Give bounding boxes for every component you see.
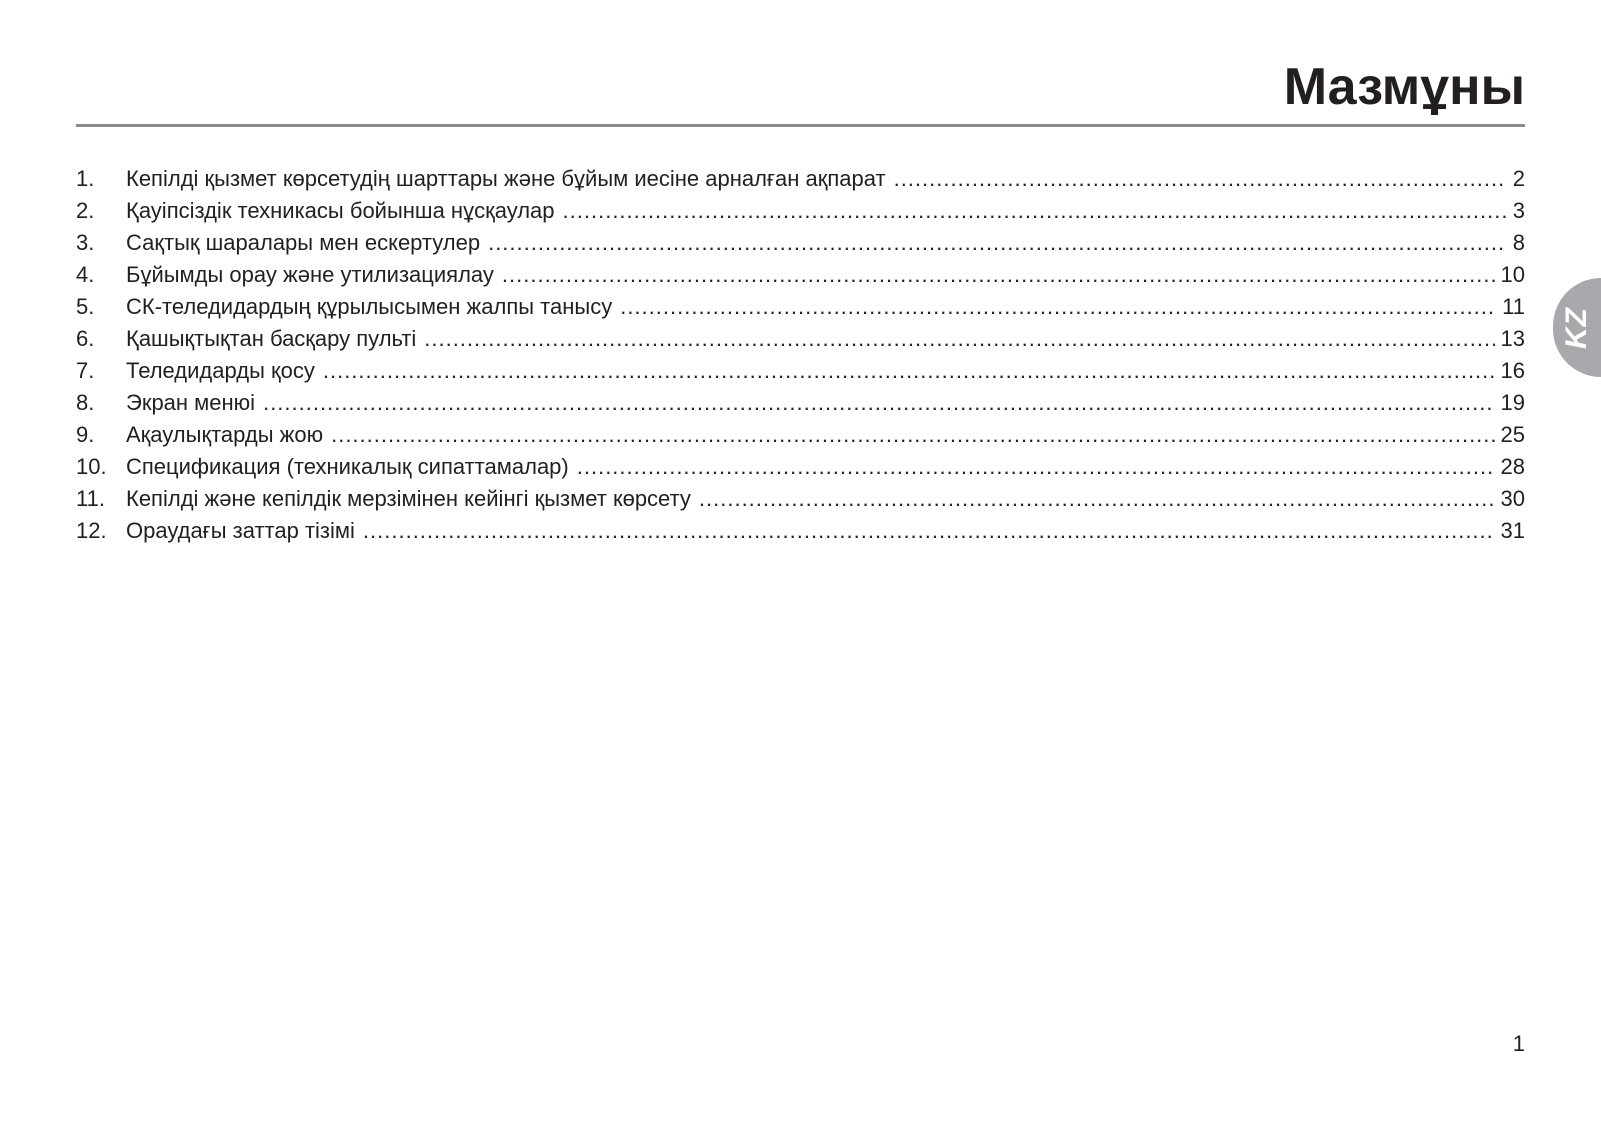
toc-dot-leader [363, 515, 1495, 547]
toc-entry-page: 28 [1500, 454, 1525, 479]
toc-entry-number: 12. [76, 518, 107, 543]
toc-entry-number: 7. [76, 358, 95, 383]
toc-entry-title: Қашықтықтан басқару пульті [126, 326, 417, 351]
toc-entry-page: 8 [1512, 230, 1525, 255]
toc-entry-page: 11 [1502, 294, 1525, 319]
toc-entry[interactable] [76, 291, 1525, 323]
toc-entry[interactable] [76, 259, 1525, 291]
table-of-contents [76, 163, 1525, 547]
toc-entry[interactable] [76, 387, 1525, 419]
toc-entry[interactable] [76, 163, 1525, 195]
toc-entry[interactable] [76, 227, 1525, 259]
toc-entry-number: 5. [76, 294, 95, 319]
toc-entry[interactable] [76, 323, 1525, 355]
toc-entry-title: Ораудағы заттар тізімі [126, 518, 355, 543]
toc-entry-title: Қауіпсіздік техникасы бойынша нұсқаулар [126, 198, 555, 223]
toc-entry-number: 9. [76, 422, 95, 447]
toc-entry-number: 3. [76, 230, 95, 255]
toc-entry-title: Экран менюі [126, 390, 256, 415]
toc-dot-leader [699, 483, 1495, 515]
toc-entry-number: 6. [76, 326, 95, 351]
toc-entry-number: 11. [76, 486, 105, 511]
toc-entry-number: 4. [76, 262, 95, 287]
toc-entry-title: Бұйымды орау және утилизациялау [126, 262, 494, 287]
toc-entry[interactable] [76, 483, 1525, 515]
toc-entry-page: 30 [1500, 486, 1525, 511]
language-tab-label: KZ [1560, 306, 1593, 349]
page-title: Мазмұны [1283, 58, 1525, 116]
toc-entry-title: Кепілді қызмет көрсетудің шарттары және бұйым иесіне арналған ақпарат [126, 166, 886, 191]
toc-entry-number: 2. [76, 198, 95, 223]
toc-entry-page: 31 [1500, 518, 1525, 543]
toc-dot-leader [620, 291, 1496, 323]
toc-dot-leader [424, 323, 1494, 355]
toc-dot-leader [894, 163, 1507, 195]
toc-dot-leader [488, 227, 1507, 259]
toc-entry[interactable] [76, 355, 1525, 387]
toc-entry-number: 10. [76, 454, 107, 479]
toc-entry-title: Ақаулықтарды жою [126, 422, 324, 447]
language-tab [1553, 278, 1601, 377]
toc-entry[interactable] [76, 195, 1525, 227]
toc-entry-page: 13 [1500, 326, 1525, 351]
toc-dot-leader [577, 451, 1495, 483]
toc-dot-leader [331, 419, 1494, 451]
toc-entry-title: Кепілді және кепілдік мерзімінен кейінгі қызмет көрсету [126, 486, 691, 511]
toc-entry-page: 16 [1500, 358, 1525, 383]
toc-entry-page: 19 [1500, 390, 1525, 415]
toc-dot-leader [323, 355, 1495, 387]
toc-entry-number: 8. [76, 390, 95, 415]
toc-entry[interactable] [76, 451, 1525, 483]
toc-entry-page: 25 [1500, 422, 1525, 447]
toc-entry[interactable] [76, 515, 1525, 547]
toc-dot-leader [563, 195, 1507, 227]
toc-entry[interactable] [76, 419, 1525, 451]
toc-entry-page: 3 [1512, 198, 1525, 223]
toc-entry-number: 1. [76, 166, 95, 191]
toc-dot-leader [263, 387, 1494, 419]
toc-entry-page: 2 [1512, 166, 1525, 191]
toc-dot-leader [502, 259, 1495, 291]
toc-entry-title: СК-теледидардың құрылысымен жалпы танысу [126, 294, 613, 319]
toc-entry-title: Теледидарды қосу [126, 358, 315, 383]
toc-entry-page: 10 [1500, 262, 1525, 287]
title-divider [76, 124, 1525, 127]
toc-entry-title: Спецификация (техникалық сипаттамалар) [126, 454, 569, 479]
toc-entry-title: Сақтық шаралары мен ескертулер [126, 230, 481, 255]
page-number: 1 [1512, 1031, 1525, 1056]
